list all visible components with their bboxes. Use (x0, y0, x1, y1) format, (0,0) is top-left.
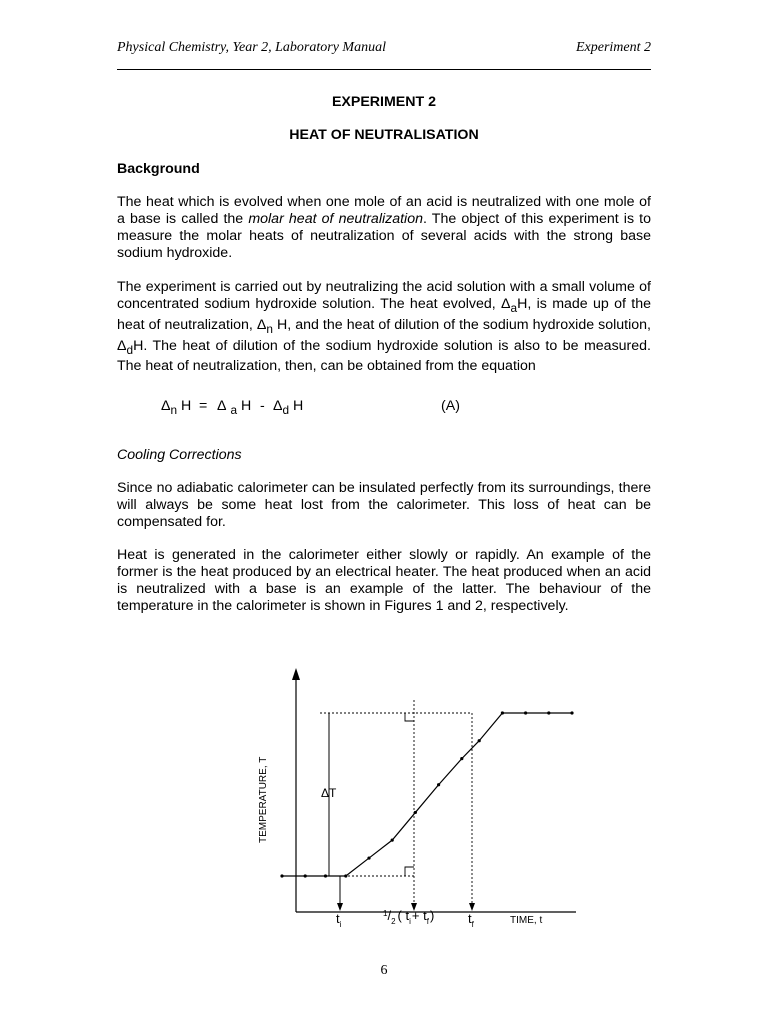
subscript: n (266, 321, 273, 336)
experiment-title: EXPERIMENT 2 (331, 94, 437, 110)
running-header-title: Physical Chemistry, Year 2, Laboratory Manual (117, 40, 386, 55)
midpoint-plus: + t (411, 908, 427, 923)
data-point (524, 711, 527, 714)
midpoint-close: ) (429, 908, 435, 923)
tf-label-sub: f (471, 920, 474, 929)
delta-symbol: Δ (217, 398, 227, 414)
midpoint-sub-f: f (426, 917, 429, 926)
data-point (501, 711, 504, 714)
data-point (437, 783, 440, 786)
right-angle-marker-upper (405, 713, 414, 721)
delta-symbol: Δ (501, 296, 511, 312)
subscript: a (230, 402, 238, 417)
y-axis-label: TEMPERATURE, T (258, 756, 269, 843)
ti-arrow (337, 903, 343, 911)
data-point (570, 711, 573, 714)
delta-symbol: Δ (273, 398, 283, 414)
tf-label-main: t (468, 911, 472, 926)
equation-h: H (240, 398, 252, 414)
midpoint-label (383, 908, 434, 926)
delta-symbol: Δ (256, 316, 267, 333)
data-point (367, 856, 370, 859)
midpoint-slash: / (387, 908, 392, 923)
ti-label-sub: i (339, 920, 342, 929)
paragraph-text: H. The heat of dilution of the sodium hydroxide solution is also to be measured. The heat of neutralization, then, can be obtained from the equation (117, 337, 651, 375)
midpoint-open: ( t (397, 908, 410, 923)
paragraph-text: . The object of this experiment is to measure the molar heats of neutralization of several acids with the strong base sodium hydroxide. (117, 211, 652, 261)
section-heading-cooling: Cooling Corrections (117, 447, 242, 463)
delta-symbol: Δ (117, 337, 127, 354)
ti-label-main: t (336, 911, 340, 926)
experiment-subtitle: HEAT OF NEUTRALISATION (289, 127, 479, 143)
paragraph-text: H, and the heat of dilution of the sodium hydroxide solution, (272, 316, 651, 333)
paragraph-text: The heat which is evolved when one mole of an acid is neutralized with one mole of a base is called the (117, 194, 651, 227)
paragraph-heat-generation: Heat is generated in the calorimeter either slowly or rapidly. An example of the former is the heat produced by an electrical heater. The heat produced when an acid is neutralized with a base is an example of the latter. The behaviour of the temperature in the calorimeter is shown in Figures 1 and 2, respectively. (117, 547, 651, 614)
delta-t-label: ΔT (321, 786, 337, 800)
tf-label (468, 911, 475, 929)
page-number: 6 (380, 963, 388, 978)
data-point (324, 874, 327, 877)
subscript: n (170, 402, 178, 417)
data-point (460, 757, 463, 760)
equation-equals: = (199, 398, 208, 414)
x-axis-label: TIME, t (510, 915, 543, 926)
right-angle-marker-lower (405, 867, 414, 876)
running-header-experiment: Experiment 2 (575, 40, 651, 55)
data-point (478, 739, 481, 742)
subscript: a (510, 300, 518, 315)
subscript: d (282, 402, 290, 417)
paragraph-text: The experiment is carried out by neutralizing the acid solution with a small volume of concentrated sodium hydroxide solution. The heat evolved, (117, 279, 651, 312)
data-point (304, 874, 307, 877)
paragraph-heat-loss: Since no adiabatic calorimeter can be insulated perfectly from its surroundings, there will always be some heat lost from the calorimeter. This loss of heat can be compensated for. (117, 480, 651, 530)
term-molar-heat: molar heat of neutralization (248, 211, 423, 227)
midpoint-one: 1 (383, 909, 388, 918)
data-point (547, 711, 550, 714)
data-point (391, 839, 394, 842)
data-point (280, 874, 283, 877)
paragraph-text: H, is made up of the heat of neutralization, (117, 296, 651, 333)
ti-label (336, 911, 342, 929)
delta-symbol: Δ (161, 398, 171, 414)
midpoint-sub-i: i (409, 917, 411, 926)
tf-arrow (469, 903, 475, 911)
subscript: d (126, 342, 134, 357)
equation-label: (A) (441, 398, 460, 414)
equation-h: H (181, 398, 192, 414)
equation-minus: - (260, 398, 265, 414)
midpoint-two: 2 (391, 917, 396, 926)
section-heading-background: Background (117, 161, 200, 177)
equation-h: H (293, 398, 304, 414)
